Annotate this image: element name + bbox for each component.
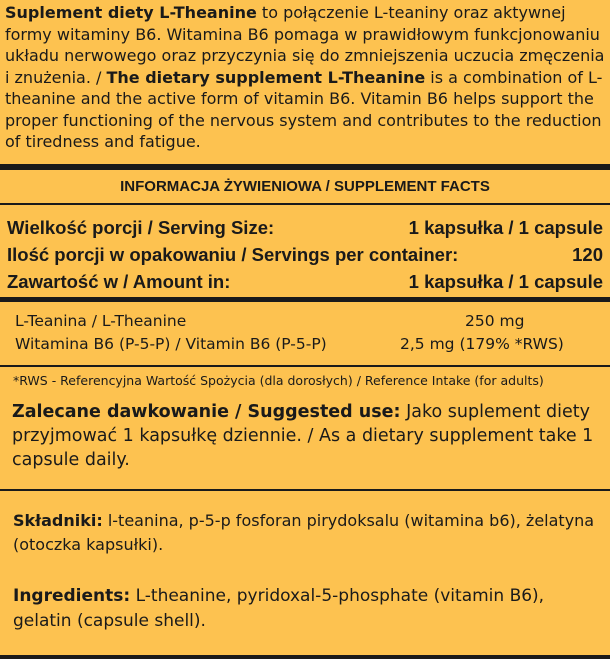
ingredients-pl-text: l-teanina, p-5-p fosforan pirydoksalu (witamina b6), żelatyna (otoczka kapsułki). xyxy=(13,511,595,554)
amount-value: 1 kapsułka / 1 capsule xyxy=(408,271,603,292)
divider xyxy=(0,365,610,367)
ingredients-pl xyxy=(13,509,605,557)
pl-product-name: Suplement diety L-Theanine xyxy=(5,3,257,22)
product-description xyxy=(5,2,605,153)
serving-size-value: 1 kapsułka / 1 capsule xyxy=(408,217,603,238)
servings-label: Ilość porcji w opakowaniu / Servings per container: xyxy=(7,244,459,265)
rws-footnote: *RWS - Referencyjna Wartość Spożycia (dla dorosłych) / Reference Intake (for adults) xyxy=(13,373,544,388)
pl-description: to połączenie L-teaniny oraz aktywnej formy witaminy B6. Witamina B6 pomaga w prawidłowym funkcjonowaniu układu nerwowego oraz przyczynia się do zmniejszenia uczucia zmęczenia i znużenia. / xyxy=(5,3,605,87)
ingredients-en-text: L-theanine, pyridoxal-5-phosphate (vitamin B6), gelatin (capsule shell). xyxy=(13,586,545,631)
suggested-use-label: Zalecane dawkowanie / Suggested use: xyxy=(12,402,401,422)
bottom-border xyxy=(0,655,610,659)
ingredients-en xyxy=(13,584,608,633)
divider-thick xyxy=(0,297,610,302)
nutrient-amount: 2,5 mg (179% *RWS) xyxy=(400,335,564,353)
ingredients-en-label: Ingredients: xyxy=(13,586,131,606)
nutrient-name: L-Teanina / L-Theanine xyxy=(15,312,187,330)
nutrient-name: Witamina B6 (P-5-P) / Vitamin B6 (P-5-P) xyxy=(15,335,327,353)
servings-value: 120 xyxy=(572,244,603,265)
divider xyxy=(0,489,610,491)
en-description: is a combination of L-theanine and the active form of vitamin B6. Vitamin B6 helps support the proper functioning of the nervous system and contributes to the reduction of tiredness and fatigue. xyxy=(5,67,603,151)
suggested-use-text: Jako suplement diety przyjmować 1 kapsułkę dziennie. / As a dietary supplement take 1 capsule daily. xyxy=(12,402,594,470)
amount-label: Zawartość w / Amount in: xyxy=(7,271,231,292)
en-product-name: The dietary supplement L-Theanine xyxy=(106,67,426,87)
serving-size-label: Wielkość porcji / Serving Size: xyxy=(7,217,275,238)
nutrient-amount: 250 mg xyxy=(465,312,525,330)
divider xyxy=(0,203,610,205)
divider-thick xyxy=(0,164,610,170)
supplement-facts-title: INFORMACJA ŻYWIENIOWA / SUPPLEMENT FACTS xyxy=(120,178,490,195)
suggested-use xyxy=(12,400,602,472)
ingredients-pl-label: Składniki: xyxy=(13,511,103,530)
